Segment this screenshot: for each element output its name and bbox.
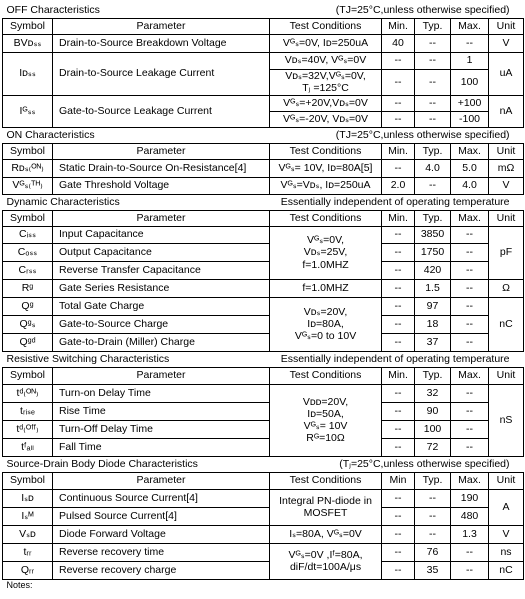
- typ-cell: 1750: [415, 243, 451, 261]
- max-cell: 1.3: [451, 525, 489, 543]
- test-cell: Iₛ=80A, Vᴳₛ=0V: [270, 525, 382, 543]
- symbol-cell: Qᵍ: [3, 297, 53, 315]
- symbol-cell: Iᴳₛₛ: [3, 95, 53, 127]
- parameter-cell: Fall Time: [53, 438, 270, 456]
- min-cell: --: [382, 525, 415, 543]
- section-switching: [3, 351, 524, 367]
- min-cell: --: [382, 279, 415, 297]
- col-parameter: Parameter: [53, 143, 270, 159]
- header-row: [3, 472, 524, 489]
- parameter-cell: Gate-to-Source Leakage Current: [53, 95, 270, 127]
- col-unit: Unit: [489, 210, 524, 226]
- typ-cell: 32: [415, 384, 451, 402]
- parameter-cell: Reverse recovery time: [53, 543, 270, 561]
- max-cell: 5.0: [451, 159, 489, 177]
- max-cell: 190: [451, 489, 489, 507]
- typ-cell: 100: [415, 420, 451, 438]
- header-row: [3, 143, 524, 159]
- col-unit: Unit: [489, 367, 524, 384]
- test-cell: Vᴳₛ=0V, Vᴅₛ=25V, f=1.0MHZ: [270, 226, 382, 279]
- col-parameter: Parameter: [53, 210, 270, 226]
- min-cell: --: [382, 243, 415, 261]
- symbol-cell: tᵈ₍ᴼᶠᶠ₎: [3, 420, 53, 438]
- col-test: Test Conditions: [270, 367, 382, 384]
- section-title: OFF Characteristics: [6, 3, 100, 16]
- col-parameter: Parameter: [53, 18, 270, 34]
- min-cell: --: [382, 69, 415, 95]
- symbol-cell: Cₒₛₛ: [3, 243, 53, 261]
- test-cell: Vᴳₛ=+20V,Vᴅₛ=0V: [270, 95, 382, 111]
- col-unit: Unit: [489, 143, 524, 159]
- section-condition: (Tⱼ=25°C,unless otherwise specified): [339, 457, 510, 470]
- max-cell: --: [451, 261, 489, 279]
- min-cell: --: [382, 561, 415, 579]
- parameter-cell: Gate Series Resistance: [53, 279, 270, 297]
- header-row: [3, 18, 524, 34]
- typ-cell: --: [415, 34, 451, 52]
- table-row: [3, 226, 524, 243]
- typ-cell: --: [415, 177, 451, 194]
- col-typ: Typ.: [415, 18, 451, 34]
- max-cell: --: [451, 420, 489, 438]
- unit-cell: nC: [489, 297, 524, 351]
- parameter-cell: Turn-Off Delay Time: [53, 420, 270, 438]
- parameter-cell: Drain-to-Source Leakage Current: [53, 52, 270, 95]
- max-cell: -100: [451, 111, 489, 127]
- unit-cell: A: [489, 489, 524, 525]
- table-row: [3, 543, 524, 561]
- col-symbol: Symbol: [3, 472, 53, 489]
- symbol-cell: tᵣᵢₛₑ: [3, 402, 53, 420]
- parameter-cell: Reverse Transfer Capacitance: [53, 261, 270, 279]
- table-row: [3, 525, 524, 543]
- min-cell: --: [382, 111, 415, 127]
- section-title: Source-Drain Body Diode Characteristics: [6, 457, 198, 470]
- col-unit: Unit: [489, 18, 524, 34]
- symbol-cell: Cᵢₛₛ: [3, 226, 53, 243]
- typ-cell: 97: [415, 297, 451, 315]
- table-row: [3, 384, 524, 402]
- table-row: [3, 177, 524, 194]
- symbol-cell: Cᵣₛₛ: [3, 261, 53, 279]
- max-cell: --: [451, 561, 489, 579]
- max-cell: --: [451, 34, 489, 52]
- section-condition: Essentially independent of operating temperature: [280, 352, 510, 365]
- max-cell: --: [451, 315, 489, 333]
- test-cell: Vᴳₛ=-20V, Vᴅₛ=0V: [270, 111, 382, 127]
- section-title: ON Characteristics: [6, 128, 95, 141]
- unit-cell: V: [489, 34, 524, 52]
- parameter-cell: Total Gate Charge: [53, 297, 270, 315]
- typ-cell: 37: [415, 333, 451, 351]
- min-cell: --: [382, 438, 415, 456]
- table-row: [3, 52, 524, 69]
- col-typ: Typ.: [415, 143, 451, 159]
- col-max: Max.: [451, 472, 489, 489]
- symbol-cell: Qᵣᵣ: [3, 561, 53, 579]
- unit-cell: nC: [489, 561, 524, 579]
- max-cell: 1: [451, 52, 489, 69]
- unit-cell: uA: [489, 52, 524, 95]
- table-row: [3, 420, 524, 438]
- test-cell: Vᴳₛ=0V, Iᴅ=250uA: [270, 34, 382, 52]
- table-row: [3, 279, 524, 297]
- section-condition: (TJ=25°C,unless otherwise specified): [335, 128, 510, 141]
- symbol-cell: BVᴅₛₛ: [3, 34, 53, 52]
- test-cell: Vᴳₛ=Vᴅₛ, Iᴅ=250uA: [270, 177, 382, 194]
- parameter-cell: Static Drain-to-Source On-Resistance[4]: [53, 159, 270, 177]
- section-condition: (TJ=25°C,unless otherwise specified): [335, 3, 510, 16]
- section-on: [3, 127, 524, 143]
- footer-row: [3, 579, 524, 590]
- unit-cell: ns: [489, 543, 524, 561]
- col-test: Test Conditions: [270, 472, 382, 489]
- typ-cell: --: [415, 95, 451, 111]
- col-min: Min.: [382, 18, 415, 34]
- max-cell: --: [451, 543, 489, 561]
- electrical-characteristics-sheet: [2, 2, 523, 590]
- typ-cell: --: [415, 507, 451, 525]
- col-unit: Unit: [489, 472, 524, 489]
- section-diode: [3, 456, 524, 472]
- header-row: [3, 210, 524, 226]
- col-max: Max.: [451, 143, 489, 159]
- typ-cell: 1.5: [415, 279, 451, 297]
- symbol-cell: Qᵍᵈ: [3, 333, 53, 351]
- col-min: Min.: [382, 143, 415, 159]
- test-cell: Vᴅₛ=20V, Iᴅ=80A, Vᴳₛ=0 to 10V: [270, 297, 382, 351]
- min-cell: --: [382, 420, 415, 438]
- min-cell: --: [382, 297, 415, 315]
- symbol-cell: Rᵍ: [3, 279, 53, 297]
- section-title: Dynamic Characteristics: [6, 195, 120, 208]
- max-cell: +100: [451, 95, 489, 111]
- table-row: [3, 333, 524, 351]
- min-cell: --: [382, 315, 415, 333]
- typ-cell: 35: [415, 561, 451, 579]
- symbol-cell: Iᴅₛₛ: [3, 52, 53, 95]
- min-cell: --: [382, 333, 415, 351]
- table-row: [3, 561, 524, 579]
- col-parameter: Parameter: [53, 472, 270, 489]
- min-cell: --: [382, 95, 415, 111]
- table-row: [3, 402, 524, 420]
- col-min: Min.: [382, 367, 415, 384]
- min-cell: --: [382, 384, 415, 402]
- unit-cell: mΩ: [489, 159, 524, 177]
- typ-cell: --: [415, 111, 451, 127]
- parameter-cell: Turn-on Delay Time: [53, 384, 270, 402]
- col-min: Min.: [382, 210, 415, 226]
- max-cell: --: [451, 402, 489, 420]
- parameter-cell: Output Capacitance: [53, 243, 270, 261]
- col-max: Max.: [451, 367, 489, 384]
- col-max: Max.: [451, 18, 489, 34]
- col-symbol: Symbol: [3, 210, 53, 226]
- table-row: [3, 159, 524, 177]
- table-row: [3, 34, 524, 52]
- typ-cell: --: [415, 69, 451, 95]
- col-test: Test Conditions: [270, 143, 382, 159]
- typ-cell: 76: [415, 543, 451, 561]
- symbol-cell: tᶠₐₗₗ: [3, 438, 53, 456]
- section-title: Resistive Switching Characteristics: [6, 352, 170, 365]
- table-row: [3, 95, 524, 111]
- test-cell: Vᴅᴅ=20V, Iᴅ=50A, Vᴳₛ= 10V Rᴳ=10Ω: [270, 384, 382, 456]
- max-cell: --: [451, 226, 489, 243]
- col-test: Test Conditions: [270, 18, 382, 34]
- table-row: [3, 507, 524, 525]
- min-cell: --: [382, 402, 415, 420]
- unit-cell: nS: [489, 384, 524, 456]
- col-symbol: Symbol: [3, 143, 53, 159]
- max-cell: --: [451, 243, 489, 261]
- test-cell: Vᴳₛ=0V ,Iᶠ=80A, diF/dt=100A/μs: [270, 543, 382, 579]
- min-cell: 40: [382, 34, 415, 52]
- unit-cell: pF: [489, 226, 524, 279]
- symbol-cell: Qᵍₛ: [3, 315, 53, 333]
- col-parameter: Parameter: [53, 367, 270, 384]
- table-row: [3, 315, 524, 333]
- min-cell: 2.0: [382, 177, 415, 194]
- parameter-cell: Input Capacitance: [53, 226, 270, 243]
- parameter-cell: Gate-to-Source Charge: [53, 315, 270, 333]
- test-cell: Vᴅₛ=40V, Vᴳₛ=0V: [270, 52, 382, 69]
- unit-cell: nA: [489, 95, 524, 127]
- table-row: [3, 243, 524, 261]
- min-cell: --: [382, 159, 415, 177]
- symbol-cell: tᵣᵣ: [3, 543, 53, 561]
- parameter-cell: Drain-to-Source Breakdown Voltage: [53, 34, 270, 52]
- test-cell: f=1.0MHZ: [270, 279, 382, 297]
- typ-cell: 18: [415, 315, 451, 333]
- test-cell: Vᴳₛ= 10V, Iᴅ=80A[5]: [270, 159, 382, 177]
- max-cell: 4.0: [451, 177, 489, 194]
- min-cell: --: [382, 489, 415, 507]
- symbol-cell: Iₛᴅ: [3, 489, 53, 507]
- table-row: [3, 489, 524, 507]
- table-row: [3, 438, 524, 456]
- max-cell: --: [451, 297, 489, 315]
- max-cell: --: [451, 384, 489, 402]
- typ-cell: --: [415, 489, 451, 507]
- test-cell: Vᴅₛ=32V,Vᴳₛ=0V, Tⱼ =125°C: [270, 69, 382, 95]
- header-row: [3, 367, 524, 384]
- col-typ: Typ.: [415, 472, 451, 489]
- symbol-cell: Iₛᴹ: [3, 507, 53, 525]
- unit-cell: V: [489, 525, 524, 543]
- typ-cell: 420: [415, 261, 451, 279]
- min-cell: --: [382, 261, 415, 279]
- parameter-cell: Diode Forward Voltage: [53, 525, 270, 543]
- max-cell: --: [451, 333, 489, 351]
- parameter-cell: Rise Time: [53, 402, 270, 420]
- col-min: Min: [382, 472, 415, 489]
- col-typ: Typ.: [415, 210, 451, 226]
- parameter-cell: Continuous Source Current[4]: [53, 489, 270, 507]
- col-symbol: Symbol: [3, 367, 53, 384]
- min-cell: --: [382, 226, 415, 243]
- typ-cell: 3850: [415, 226, 451, 243]
- max-cell: --: [451, 279, 489, 297]
- typ-cell: 72: [415, 438, 451, 456]
- table-row: [3, 261, 524, 279]
- min-cell: --: [382, 52, 415, 69]
- typ-cell: --: [415, 52, 451, 69]
- symbol-cell: tᵈ₍ᴼᴺ₎: [3, 384, 53, 402]
- symbol-cell: Rᴅₛ₍ᴼᴺ₎: [3, 159, 53, 177]
- unit-cell: Ω: [489, 279, 524, 297]
- max-cell: --: [451, 438, 489, 456]
- max-cell: 100: [451, 69, 489, 95]
- min-cell: --: [382, 507, 415, 525]
- min-cell: --: [382, 543, 415, 561]
- unit-cell: V: [489, 177, 524, 194]
- section-dynamic: [3, 194, 524, 210]
- parameter-cell: Gate Threshold Voltage: [53, 177, 270, 194]
- test-cell: Integral PN-diode in MOSFET: [270, 489, 382, 525]
- col-typ: Typ.: [415, 367, 451, 384]
- col-test: Test Conditions: [270, 210, 382, 226]
- characteristics-table: [2, 2, 524, 590]
- notes-label: Notes:: [6, 579, 33, 590]
- col-symbol: Symbol: [3, 18, 53, 34]
- parameter-cell: Gate-to-Drain (Miller) Charge: [53, 333, 270, 351]
- parameter-cell: Reverse recovery charge: [53, 561, 270, 579]
- parameter-cell: Pulsed Source Current[4]: [53, 507, 270, 525]
- table-row: [3, 297, 524, 315]
- symbol-cell: Vᴳₛ₍ᵀᴴ₎: [3, 177, 53, 194]
- typ-cell: --: [415, 525, 451, 543]
- max-cell: 480: [451, 507, 489, 525]
- section-off: [3, 2, 524, 18]
- col-max: Max.: [451, 210, 489, 226]
- section-condition: Essentially independent of operating temperature: [280, 195, 510, 208]
- typ-cell: 90: [415, 402, 451, 420]
- symbol-cell: Vₛᴅ: [3, 525, 53, 543]
- typ-cell: 4.0: [415, 159, 451, 177]
